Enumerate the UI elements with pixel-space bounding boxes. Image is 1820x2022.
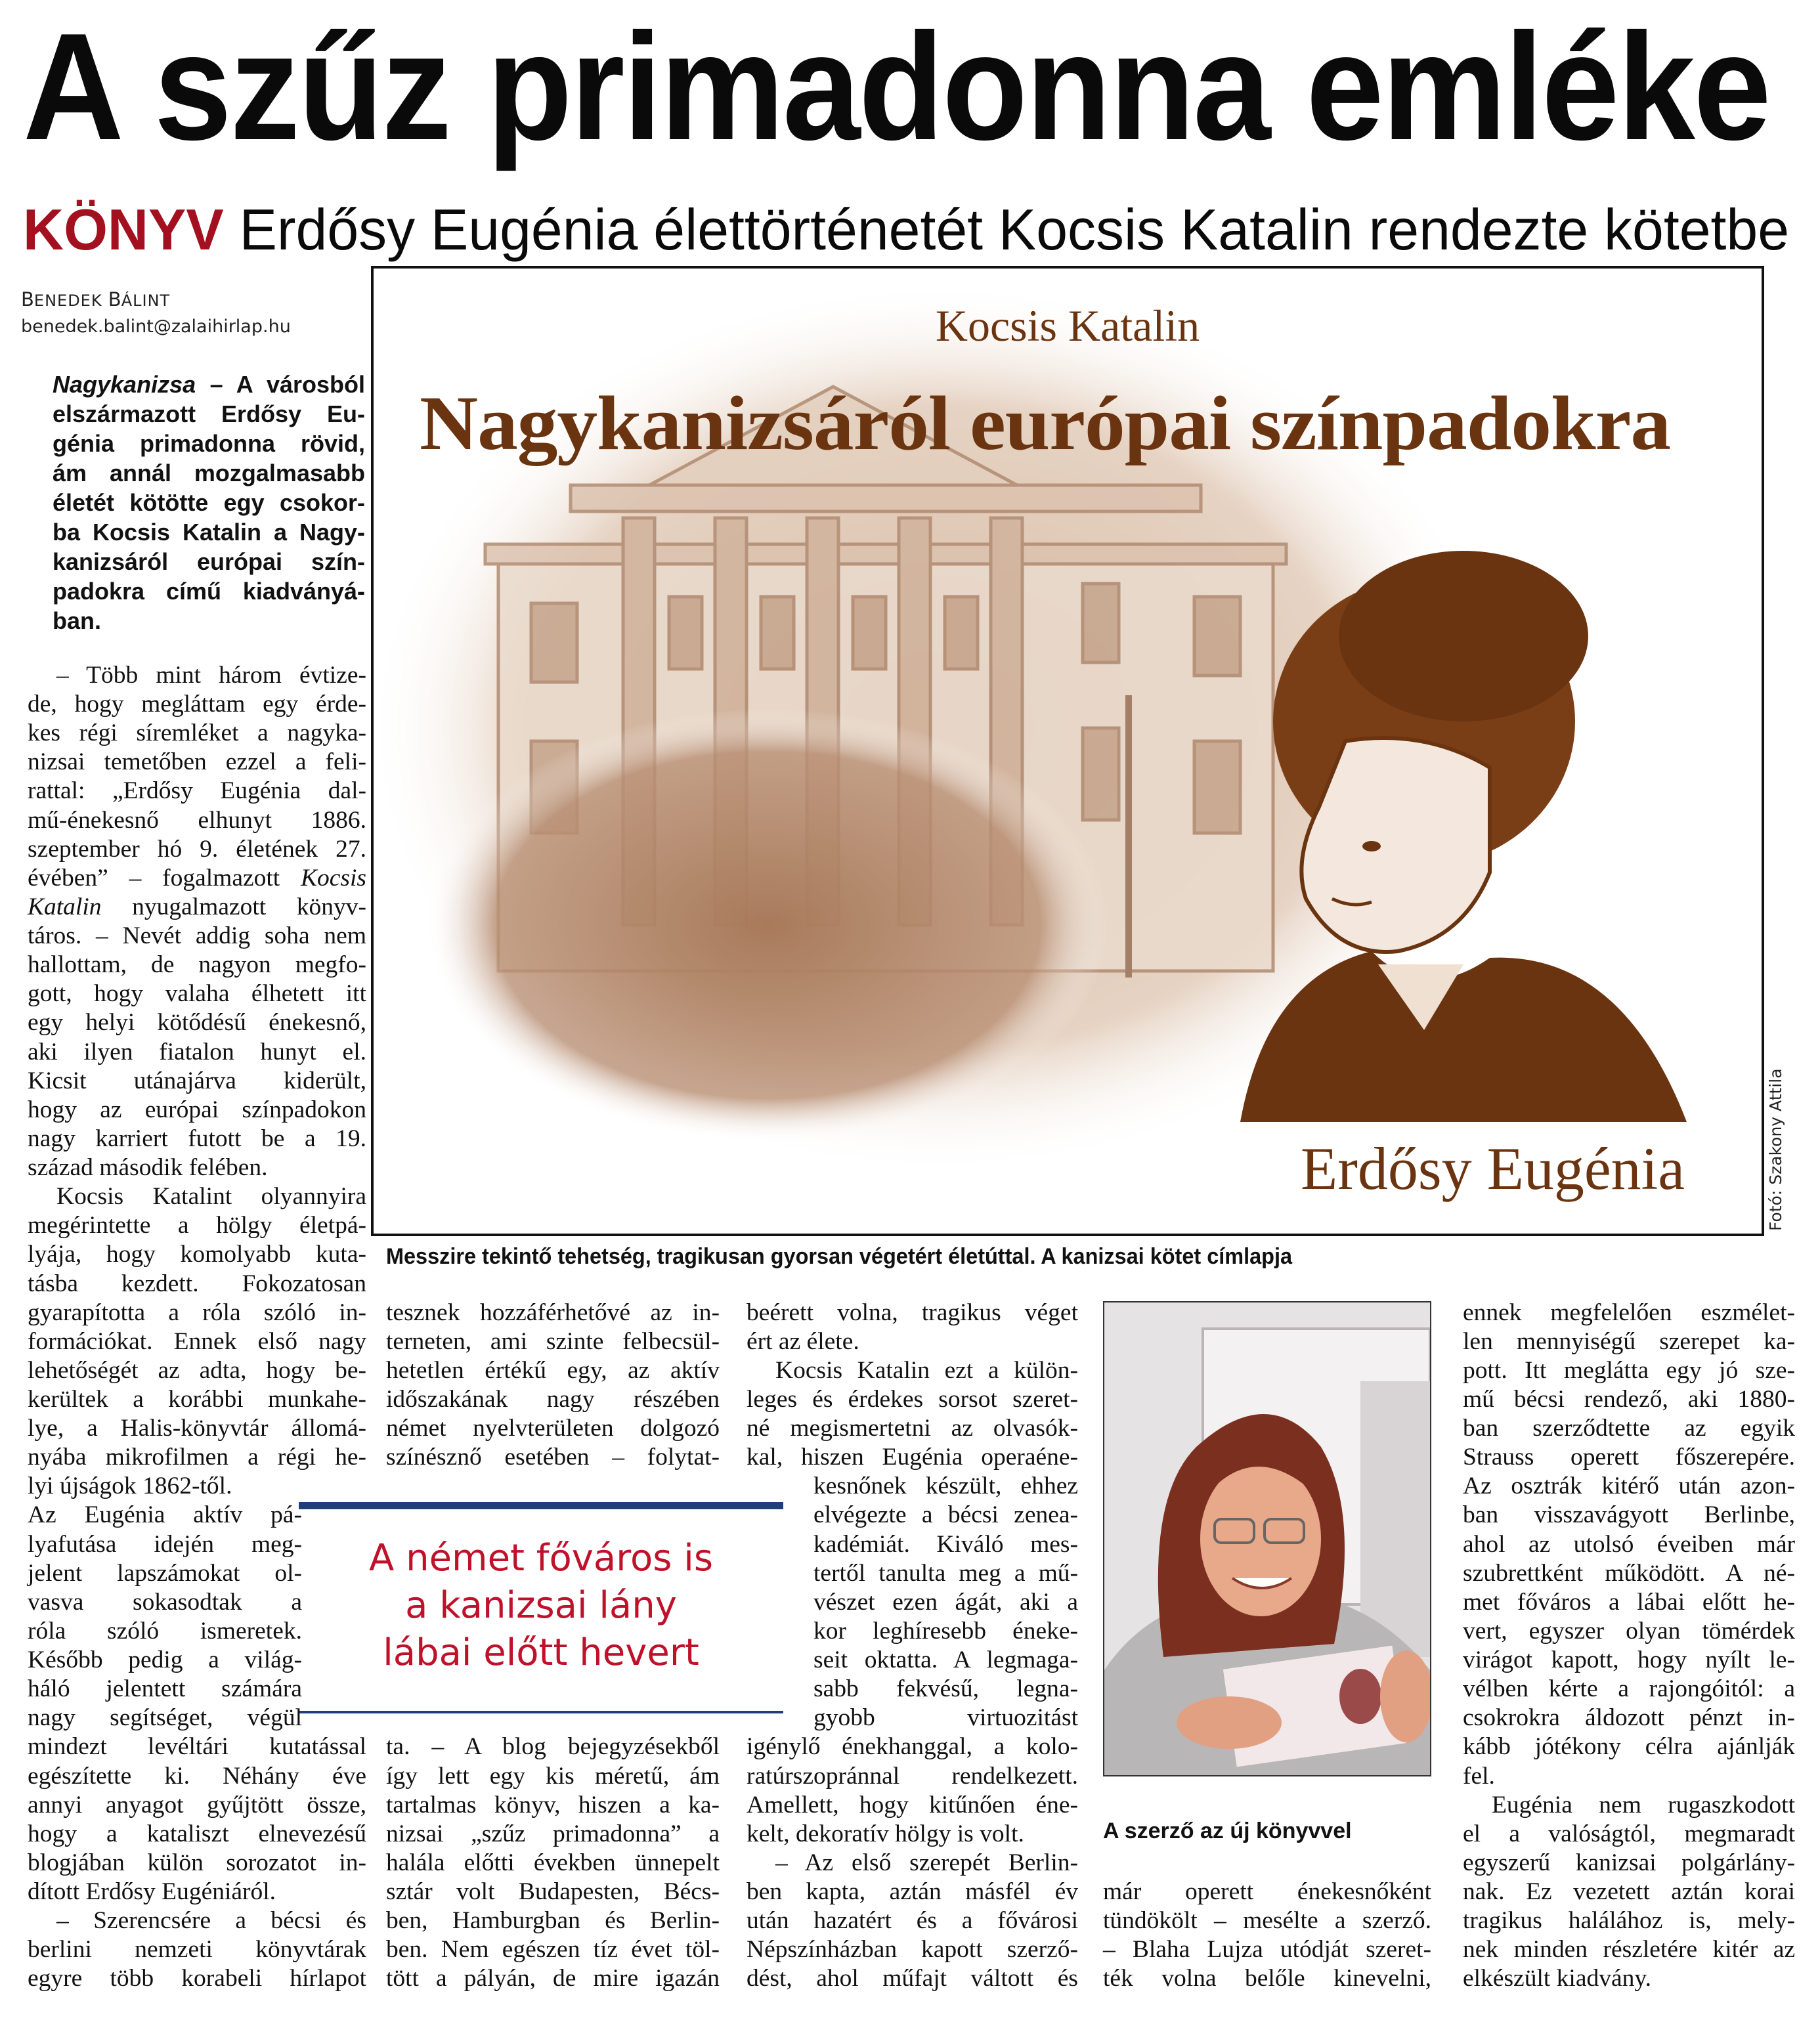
body-text-line: [386, 1299, 720, 1327]
line-text: formációkat. Ennek első nagy: [28, 1327, 366, 1355]
body-text-line: [747, 1935, 1078, 1964]
author-photo: [1103, 1301, 1431, 1776]
pull-quote-line: a kanizsai lány: [405, 1584, 677, 1627]
line-text: len mennyiségű szerepet ka-: [1463, 1327, 1795, 1355]
body-text-line: [1463, 1327, 1795, 1356]
body-text-line: [386, 1964, 720, 1993]
line-text: sabb fekvésű, legna-: [813, 1675, 1078, 1703]
body-text-line: [747, 1964, 1078, 1993]
line-text: [28, 864, 366, 893]
body-text-line: [28, 922, 366, 951]
line-text: lyafutása idején meg-: [28, 1530, 302, 1558]
line-text: ratúrszopránnal rendelkezett.: [747, 1762, 1078, 1790]
body-text-line: [1463, 1762, 1795, 1791]
line-text: színésznő esetében – folytat-: [386, 1444, 720, 1471]
line-text: fel.: [1463, 1762, 1495, 1790]
body-text-line: [28, 1270, 366, 1299]
line-text: háló jelentett számára: [28, 1675, 302, 1703]
line-text: halála előtti években ünnepelt: [386, 1849, 720, 1876]
body-text-line: [1463, 1964, 1795, 1993]
body-text-line: [28, 1443, 366, 1472]
body-text-line: [28, 864, 366, 893]
photo-credit: Fotó: Szakony Attila: [1766, 1068, 1785, 1231]
body-text-line: [386, 1820, 720, 1849]
line-text: tertől tanulta meg a mű-: [813, 1559, 1078, 1587]
line-text: vert, egyszer olyan tömérdek: [1463, 1617, 1795, 1645]
body-text-line: [28, 1935, 366, 1964]
line-text: hallottam, de nagyon megfo-: [28, 951, 366, 979]
line-text: blogjában külön sorozatot in-: [28, 1849, 366, 1876]
line-text: kerültek a korábbi munkahe-: [28, 1386, 366, 1413]
body-text-line: [28, 1646, 302, 1675]
line-text: gyarapította a róla szóló in-: [28, 1299, 366, 1326]
body-text-line: [813, 1559, 1078, 1588]
line-text: gott, hogy valaha élhetett itt: [28, 980, 366, 1008]
cover-author: Kocsis Katalin: [935, 301, 1200, 351]
body-text-line: [813, 1704, 1078, 1732]
line-text: ben kapta, aztán másfél év: [747, 1878, 1078, 1906]
line-text: szubrettként működött. A né-: [1463, 1559, 1795, 1587]
line-text: ben. Nem egészen tíz évet töl-: [386, 1936, 720, 1964]
line-text: hogy az európai színpadokon: [28, 1096, 366, 1123]
line-text: ben, Hamburgban és Berlin-: [386, 1907, 720, 1935]
pull-quote: [299, 1502, 783, 1713]
line-text: ban visszavágyott Berlinbe,: [1463, 1501, 1795, 1529]
cover-subject-name: Erdősy Eugénia: [1301, 1135, 1685, 1202]
body-text-line: [386, 1791, 720, 1820]
line-text: el a valóságtól, megmaradt: [1463, 1820, 1795, 1847]
body-text-line: [1463, 1732, 1795, 1761]
byline-first-name: ENEDEK: [33, 291, 102, 310]
line-text: kal, hiszen Eugénia operaéne-: [747, 1444, 1078, 1471]
body-text-line: [747, 1414, 1078, 1443]
line-text: nak. Ez vezetett aztán korai: [1463, 1878, 1795, 1906]
line-text: vészet ezen ágát, aki a: [813, 1588, 1078, 1616]
lead-line: kanizsáról európai szín-: [53, 548, 365, 575]
line-text: nizsai temetőben ezzel a feli-: [28, 748, 366, 776]
body-text-line: [1463, 1820, 1795, 1849]
body-text-line: [747, 1762, 1078, 1791]
body-text-line: [747, 1820, 1078, 1849]
text-run: nyugalmazott könyv-: [101, 893, 366, 920]
line-text: mű bécsi rendező, aki 1880-: [1463, 1386, 1795, 1413]
line-text: róla szóló ismeretek.: [28, 1617, 302, 1645]
body-text-line: [775, 1356, 1078, 1385]
line-text: ték volna belőle kinevelni,: [1103, 1965, 1431, 1992]
body-text-line: [1463, 1443, 1795, 1472]
line-text: kesnőnek készült, ehhez: [813, 1473, 1078, 1500]
body-text-line: [28, 1732, 366, 1761]
author-email[interactable]: benedek.balint@zalaihirlap.hu: [21, 316, 291, 337]
line-text: igénylő énekhanggal, a kolo-: [747, 1733, 1078, 1761]
body-text-line: [813, 1646, 1078, 1675]
body-text-line: [28, 719, 366, 748]
body-text-line: [56, 661, 366, 690]
body-text-line: [1463, 1356, 1795, 1385]
body-text-line: [747, 1299, 1078, 1327]
body-text-line: [28, 835, 366, 864]
body-text-line: [1463, 1530, 1795, 1559]
pull-quote-bottom-rule: [299, 1711, 783, 1713]
line-text: időszakának nagy részében: [386, 1386, 720, 1413]
body-text-line: [28, 1153, 366, 1182]
body-text-line: [28, 777, 366, 806]
book-cover-image: [371, 266, 1764, 1236]
body-text-line: [1463, 1588, 1795, 1617]
line-text: Az osztrák kitérő után azon-: [1463, 1473, 1795, 1500]
lead-line: [53, 370, 365, 399]
line-text: egyre több korabeli hírlapot: [28, 1965, 366, 1992]
text-run: évében” – fogalmazott: [28, 864, 301, 892]
line-text: virágot kapott, hogy nyílt le-: [1463, 1646, 1795, 1674]
line-text: Kicsit utánajárva kiderült,: [28, 1067, 366, 1094]
lead-line: életét kötötte egy csokor-: [53, 489, 365, 516]
line-text: ennek megfelelően eszmélet-: [1463, 1299, 1795, 1326]
line-text: nizsai „szűz primadonna” a: [386, 1820, 720, 1847]
line-text: – Szerencsére a bécsi és: [56, 1907, 366, 1935]
body-text-line: [386, 1385, 720, 1414]
line-text: met főváros a lábai előtt he-: [1463, 1588, 1795, 1616]
body-text-line: [56, 1906, 366, 1935]
line-text: ért az élete.: [747, 1327, 859, 1355]
emphasized-text: Nagykanizsa: [53, 371, 196, 398]
body-text-line: [28, 1849, 366, 1878]
line-text: lehetőségét az adta, hogy be-: [28, 1356, 366, 1384]
body-text-line: [28, 979, 366, 1008]
body-text-line: [1463, 1675, 1795, 1704]
pull-quote-text: [299, 1535, 783, 1677]
body-text-line: [1463, 1646, 1795, 1675]
line-text: tragikus halálához is, mely-: [1463, 1907, 1795, 1935]
line-text: ta. – A blog bejegyzésekből: [386, 1733, 720, 1761]
body-text-line: [28, 1820, 366, 1849]
body-text-line: [1463, 1299, 1795, 1327]
line-text: jelent lapszámokat ol-: [28, 1559, 302, 1587]
line-text: tesznek hozzáférhetővé az in-: [386, 1299, 720, 1326]
line-text: gyobb virtuozitást: [813, 1704, 1078, 1732]
line-text: Népszínházban kapott szerző-: [747, 1936, 1078, 1964]
line-text: egészítette ki. Néhány éve: [28, 1762, 366, 1790]
trees: [426, 708, 1109, 1142]
body-text-line: [747, 1906, 1078, 1935]
body-text-line: [28, 1240, 366, 1269]
line-text: tött a pályán, de mire igazán: [386, 1965, 720, 1992]
line-text: hetetlen értékű egy, az aktív: [386, 1356, 720, 1384]
body-text-line: [28, 1038, 366, 1067]
body-text-line: [747, 1791, 1078, 1820]
body-text-line: [28, 1501, 302, 1530]
line-text: már operett énekesnőként: [1103, 1878, 1431, 1906]
subheadline: [23, 197, 1789, 263]
author-byline: [21, 286, 170, 314]
cover-caption: Messzire tekintő tehetség, tragikusan gyorsan végetért életúttal. A kanizsai kötet címlapja: [386, 1244, 1292, 1269]
line-text: elkészült kiadvány.: [1463, 1965, 1652, 1992]
headline: [23, 2, 1769, 172]
byline-last-name: ÁLINT: [121, 291, 171, 310]
line-text: berlini nemzeti könyvtárak: [28, 1936, 366, 1964]
line-text: egy helyi kötődésű énekesnő,: [28, 1009, 366, 1037]
body-text-line: [28, 1211, 366, 1240]
photo-caption: A szerző az új könyvvel: [1103, 1818, 1352, 1843]
body-text-line: [775, 1849, 1078, 1878]
line-text: sztár volt Budapesten, Bécs-: [386, 1878, 720, 1906]
line-text: Strauss operett főszerepére.: [1463, 1444, 1795, 1471]
body-text-line: [813, 1501, 1078, 1530]
body-text-line: [28, 1530, 302, 1559]
body-text-line: [28, 1067, 366, 1096]
pull-quote-line: lábai előtt hevert: [383, 1631, 699, 1674]
line-text: pott. Itt meglátta egy jó sze-: [1463, 1356, 1795, 1384]
line-text: dított Erdősy Eugéniáról.: [28, 1878, 276, 1906]
line-text: annyi anyagot gyűjtött össze,: [28, 1791, 366, 1818]
body-text-line: [28, 893, 366, 922]
byline-initial: B: [108, 288, 121, 311]
body-text-line: [813, 1588, 1078, 1617]
body-text-line: [1463, 1385, 1795, 1414]
body-text-line: [28, 1704, 302, 1732]
text-run: – A városból: [196, 371, 365, 398]
body-text-line: [28, 1675, 302, 1704]
body-text-line: [747, 1732, 1078, 1761]
body-text-line: [1463, 1906, 1795, 1935]
body-text-line: [28, 1878, 366, 1906]
body-text-line: [1463, 1501, 1795, 1530]
line-text: mindezt levéltári kutatással: [28, 1733, 366, 1761]
line-text: szeptember hó 9. életének 27.: [28, 835, 366, 863]
headline-text: A szűz primadonna emléke: [23, 2, 1769, 172]
line-text: elvégezte a bécsi zenea-: [813, 1501, 1078, 1529]
body-text-line: [747, 1443, 1078, 1472]
body-text-line: [386, 1906, 720, 1935]
line-text: nyába mikrofilmen a régi he-: [28, 1444, 366, 1471]
lead-line: ba Kocsis Katalin a Nagy-: [53, 519, 365, 546]
line-text: Az Eugénia aktív pá-: [28, 1501, 302, 1529]
line-text: csokrokra áldozott pénzt in-: [1463, 1704, 1795, 1732]
body-text-line: [28, 748, 366, 777]
line-text: de, hogy megláttam egy érde-: [28, 691, 366, 718]
body-text-line: [28, 690, 366, 719]
body-text-line: [28, 1008, 366, 1037]
body-text-line: [28, 1762, 366, 1791]
body-text-line: [28, 1385, 366, 1414]
body-text-line: [28, 1617, 302, 1646]
body-text-line: [28, 1559, 302, 1588]
line-text: tásba kezdett. Fokozatosan: [28, 1270, 366, 1297]
pull-quote-line: A német főváros is: [368, 1537, 713, 1580]
line-text: kadémiát. Kiváló mes-: [813, 1530, 1078, 1558]
body-text-line: [386, 1356, 720, 1385]
line-text: lyi újságok 1862-től.: [28, 1473, 232, 1500]
pull-quote-top-rule: [299, 1502, 783, 1509]
body-text-line: [386, 1935, 720, 1964]
cover-title: Nagykanizsáról európai színpadokra: [420, 380, 1670, 466]
body-text-line: [28, 1472, 366, 1501]
line-text: mű-énekesnő elhunyt 1886.: [28, 806, 366, 834]
line-text: tündökölt – mesélte a szerző.: [1103, 1907, 1431, 1935]
line-text: Kocsis Katalin ezt a külön-: [775, 1356, 1078, 1384]
lead-paragraph: [53, 370, 365, 635]
line-text: tartalmas könyv, hiszen a ka-: [386, 1791, 720, 1818]
body-text-line: [747, 1878, 1078, 1906]
body-text-line: [747, 1385, 1078, 1414]
body-text-line: [1103, 1906, 1431, 1935]
line-text: táros. – Nevét addig soha nem: [28, 922, 366, 950]
emphasized-text: Kocsis: [300, 864, 366, 892]
body-text-line: [28, 1964, 366, 1993]
line-text: – Több mint három évtize-: [56, 662, 366, 689]
line-text: Kocsis Katalint olyannyira: [56, 1183, 366, 1211]
line-text: lyája, hogy komolyabb kuta-: [28, 1241, 366, 1268]
line-text: ahol az utolsó éveiben már: [1463, 1530, 1795, 1558]
body-text-line: [1463, 1704, 1795, 1732]
lead-line: padokra című kiadványá-: [53, 578, 365, 605]
body-text-line: [386, 1443, 720, 1472]
line-text: seit oktatta. A legmaga-: [813, 1646, 1078, 1674]
line-text: vasva sokasodtak a: [28, 1588, 302, 1616]
line-text: vélben kérte a rajongóitól: a: [1463, 1675, 1795, 1703]
lead-line: ban.: [53, 607, 102, 634]
line-text: terneten, ami szinte felbecsül-: [386, 1327, 720, 1355]
byline-initial: B: [21, 288, 34, 311]
line-text: hogy a kataliszt elnevezésű: [28, 1820, 366, 1847]
line-text: nagy segítséget, végül: [28, 1704, 302, 1732]
line-text: – Blaha Lujza utódját szeret-: [1103, 1936, 1431, 1964]
body-text-line: [28, 806, 366, 835]
line-text: német nyelvterületen dolgozó: [386, 1415, 720, 1442]
line-text: [28, 893, 366, 922]
body-text-line: [1463, 1414, 1795, 1443]
line-text: ban szerződtette az egyik: [1463, 1415, 1795, 1442]
body-text-line: [1463, 1472, 1795, 1501]
body-text-line: [386, 1414, 720, 1443]
line-text: egyszerű kanizsai polgárlány-: [1463, 1849, 1795, 1876]
lead-line: ám annál mozgalmasabb: [53, 460, 365, 486]
line-text: rattal: „Erdősy Eugénia dal-: [28, 777, 366, 805]
line-text: beérett volna, tragikus véget: [747, 1299, 1078, 1326]
line-text: leges és érdekes sorsot szeret-: [747, 1386, 1078, 1413]
body-text-line: [386, 1878, 720, 1906]
line-text: megérintette a hölgy életpá-: [28, 1212, 366, 1239]
body-text-line: [386, 1327, 720, 1356]
body-text-line: [1103, 1878, 1431, 1906]
line-text: így lett egy kis méretű, ám: [386, 1762, 720, 1790]
body-text-line: [386, 1732, 720, 1761]
line-text: nagy karriert futott be a 19.: [28, 1125, 366, 1152]
line-text: aki ilyen fiatalon hunyt el.: [28, 1038, 366, 1065]
body-text-line: [386, 1849, 720, 1878]
body-text-line: [28, 1356, 366, 1385]
line-text: Amellett, hogy kitűnően éne-: [747, 1791, 1078, 1818]
body-text-line: [28, 951, 366, 979]
body-text-line: [28, 1414, 366, 1443]
body-text-line: [1463, 1559, 1795, 1588]
line-text: kelt, dekoratív hölgy is volt.: [747, 1820, 1024, 1847]
body-text-line: [1492, 1791, 1795, 1820]
line-text: – Az első szerepét Berlin-: [775, 1849, 1078, 1876]
line-text: Eugénia nem rugaszkodott: [1492, 1791, 1795, 1818]
body-text-line: [1463, 1878, 1795, 1906]
body-text-line: [813, 1617, 1078, 1646]
body-text-line: [747, 1327, 1078, 1356]
line-text: kes régi síremléket a nagyka-: [28, 720, 366, 747]
body-text-line: [1463, 1935, 1795, 1964]
line-text: lye, a Halis-könyvtár állomá-: [28, 1415, 366, 1442]
body-text-line: [56, 1182, 366, 1211]
body-text-line: [1103, 1935, 1431, 1964]
line-text: után hazatért és a fővárosi: [747, 1907, 1078, 1935]
portrait-erdosy-eugenia: [1240, 551, 1687, 1122]
line-text: kor leghíresebb éneke-: [813, 1617, 1078, 1645]
emphasized-text: Katalin: [28, 893, 102, 920]
body-text-line: [813, 1675, 1078, 1704]
author-photo-image: [1104, 1302, 1430, 1775]
line-text: dést, ahol műfajt váltott és: [747, 1965, 1078, 1992]
body-text-line: [28, 1588, 302, 1617]
body-text-line: [28, 1125, 366, 1153]
line-text: nek minden részletére kitér az: [1463, 1936, 1795, 1964]
body-text-line: [813, 1530, 1078, 1559]
line-text: Később pedig a világ-: [28, 1646, 302, 1674]
lead-line: elszármazott Erdősy Eu-: [53, 400, 365, 427]
body-text-line: [28, 1791, 366, 1820]
body-text-line: [1103, 1964, 1431, 1993]
body-text-line: [28, 1299, 366, 1327]
body-text-line: [813, 1472, 1078, 1501]
body-text-line: [1463, 1849, 1795, 1878]
body-text-line: [386, 1762, 720, 1791]
line-text: század második felében.: [28, 1154, 268, 1182]
lead-line: génia primadonna rövid,: [53, 430, 365, 457]
line-text: kább jótékony célra ajánlják: [1463, 1733, 1795, 1761]
body-text-line: [28, 1327, 366, 1356]
body-text-line: [28, 1096, 366, 1125]
subheadline-text: Erdősy Eugénia élettörténetét Kocsis Katalin rendezte kötetbe: [239, 197, 1789, 262]
section-kicker: KÖNYV: [23, 197, 224, 262]
line-text: né megismertetni az olvasók-: [747, 1415, 1078, 1442]
body-text-line: [1463, 1617, 1795, 1646]
